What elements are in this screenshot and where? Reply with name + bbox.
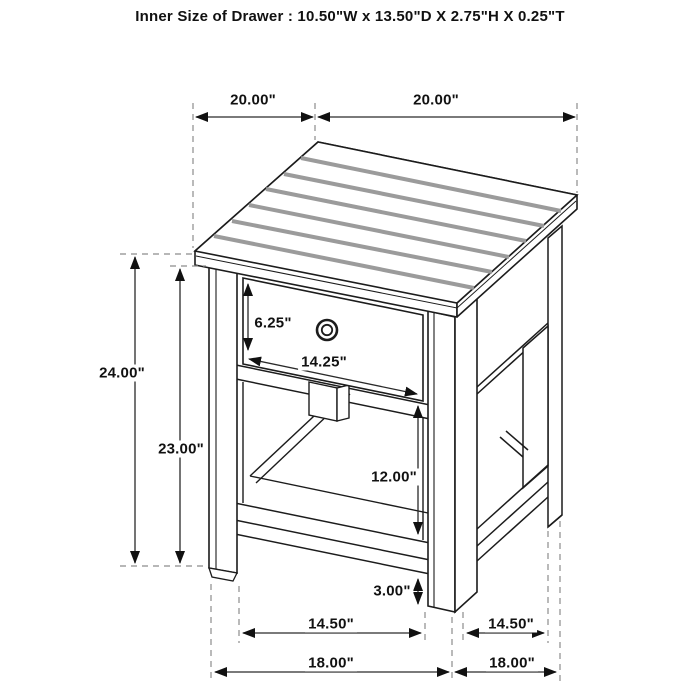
dim-overall-width-label: 18.00"	[305, 655, 357, 672]
drawer-support-block	[309, 382, 349, 421]
dim-inner-span-front-label: 14.50"	[305, 616, 357, 633]
dim-shelf-clearance-label: 12.00"	[368, 469, 420, 486]
dim-top-width-label: 20.00"	[410, 92, 462, 109]
right-side-face	[477, 323, 548, 561]
dim-drawer-height-label: 6.25"	[251, 315, 294, 332]
dim-top-depth-label: 20.00"	[227, 92, 279, 109]
front-right-leg	[428, 298, 477, 612]
dim-inner-span-side-label: 14.50"	[485, 616, 537, 633]
dim-overall-depth-label: 18.00"	[486, 655, 538, 672]
back-right-leg	[548, 226, 562, 527]
dim-drawer-width-label: 14.25"	[298, 354, 350, 371]
front-left-leg	[209, 266, 237, 581]
page-title: Inner Size of Drawer : 10.50"W x 13.50"D X 2.75"H X 0.25"T	[135, 8, 565, 25]
dim-base-clearance-label: 3.00"	[370, 583, 413, 600]
dim-leg-height-label: 23.00"	[155, 441, 207, 458]
dim-overall-height-label: 24.00"	[96, 365, 148, 382]
